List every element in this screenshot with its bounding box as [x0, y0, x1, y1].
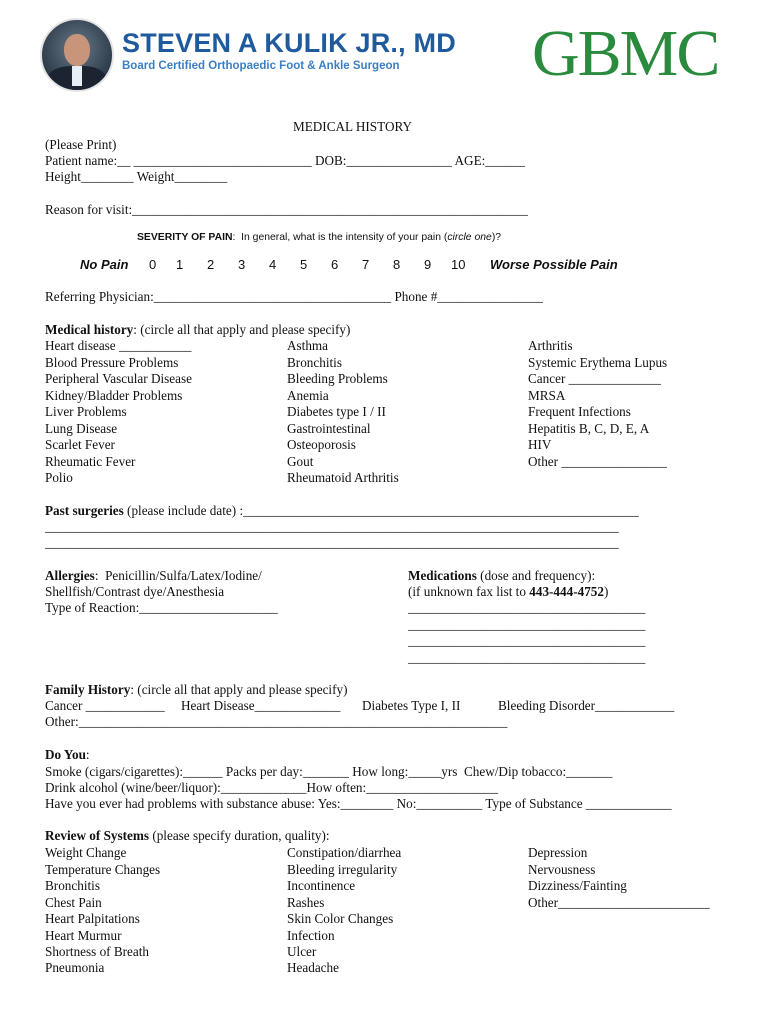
medications-instruction: (dose and frequency): — [476, 568, 596, 583]
condition-item[interactable]: Bronchitis — [287, 354, 342, 370]
ros-heading — [45, 828, 330, 844]
gbmc-logo: GBMC — [532, 17, 719, 90]
condition-item[interactable]: Cancer ______________ — [528, 371, 661, 386]
severity-circle-one: circle one — [447, 232, 492, 243]
past-surgeries-line[interactable] — [45, 503, 639, 519]
family-other-line[interactable]: Other:_________________________________________________________________ — [45, 714, 508, 729]
condition-item[interactable]: Systemic Erythema Lupus — [528, 354, 668, 370]
ros-item[interactable]: Infection — [287, 927, 335, 943]
past-surgeries-instruction: (please include date) :____________________________________________________________ — [123, 503, 639, 518]
medical-history-instruction: : (circle all that apply and please specify) — [133, 322, 351, 337]
condition-item[interactable]: Osteoporosis — [287, 437, 356, 452]
past-surgeries-title: Past surgeries — [45, 503, 124, 518]
doctor-name: STEVEN A KULIK JR., MD — [122, 28, 456, 58]
medications-blank[interactable]: ____________________________________ — [408, 616, 646, 632]
ros-item[interactable]: Other_______________________ — [528, 894, 710, 910]
family-bleeding-disorder[interactable]: Bleeding Disorder____________ — [498, 698, 675, 713]
ros-item[interactable]: Depression — [528, 845, 588, 860]
family-history-heading — [45, 682, 347, 698]
condition-item[interactable]: Gout — [287, 453, 314, 469]
ros-title: Review of Systems — [45, 828, 150, 843]
ros-item[interactable]: Ulcer — [287, 944, 317, 959]
allergies-options: : Penicillin/Sulfa/Latex/Iodine/ — [94, 568, 262, 583]
pain-option[interactable]: 6 — [331, 257, 339, 272]
ros-item[interactable]: Bleeding irregularity — [287, 861, 398, 877]
severity-label: SEVERITY OF PAIN — [137, 232, 233, 243]
pain-option[interactable]: 9 — [424, 257, 432, 272]
family-history-instruction: : (circle all that apply and please specify) — [130, 682, 348, 697]
condition-item[interactable]: Bleeding Problems — [287, 371, 388, 386]
ros-item[interactable]: Heart Murmur — [45, 927, 122, 943]
reason-line[interactable]: Reason for visit:____________________________________________________________ — [45, 202, 528, 217]
pain-option[interactable]: 2 — [207, 257, 215, 272]
ros-item[interactable]: Chest Pain — [45, 894, 102, 910]
condition-item[interactable]: Hepatitis B, C, D, E, A — [528, 420, 650, 436]
medications-fax-line — [408, 584, 608, 600]
ros-item[interactable]: Nervousness — [528, 861, 596, 877]
condition-item[interactable]: Gastrointestinal — [287, 420, 371, 436]
condition-item[interactable]: Blood Pressure Problems — [45, 354, 179, 370]
medications-blank[interactable]: ____________________________________ — [408, 633, 646, 648]
ros-item[interactable]: Incontinence — [287, 878, 356, 893]
pain-option[interactable]: 4 — [269, 257, 277, 272]
no-pain-label: No Pain — [80, 257, 129, 272]
pain-option[interactable]: 7 — [362, 257, 370, 272]
ros-item[interactable]: Weight Change — [45, 845, 127, 860]
family-cancer[interactable]: Cancer ____________ — [45, 698, 165, 713]
allergies-title: Allergies — [45, 568, 95, 583]
severity-question-a: : In general, what is the intensity of your pain ( — [232, 232, 448, 243]
fax-number: 443-444-4752 — [529, 584, 604, 599]
drink-line[interactable]: Drink alcohol (wine/beer/liquor):_____________How often:____________________ — [45, 780, 499, 795]
ros-item[interactable]: Headache — [287, 960, 339, 975]
pain-option[interactable]: 10 — [451, 257, 466, 272]
past-surgeries-blank[interactable]: _______________________________________________________________________________________ — [45, 519, 619, 534]
ros-item[interactable]: Skin Color Changes — [287, 911, 394, 926]
condition-item[interactable]: Peripheral Vascular Disease — [45, 371, 192, 386]
doctor-photo — [40, 18, 114, 92]
allergies-options-2: Shellfish/Contrast dye/Anesthesia — [45, 584, 225, 599]
do-you-colon: : — [85, 747, 90, 762]
condition-item[interactable]: Liver Problems — [45, 404, 127, 419]
medical-history-title: Medical history — [45, 322, 134, 337]
condition-item[interactable]: Rheumatoid Arthritis — [287, 470, 399, 485]
reaction-line[interactable]: Type of Reaction:_____________________ — [45, 600, 278, 615]
condition-item[interactable]: Diabetes type I / II — [287, 404, 386, 419]
ros-item[interactable]: Bronchitis — [45, 878, 100, 893]
condition-item[interactable]: Anemia — [287, 387, 329, 403]
condition-item[interactable]: Frequent Infections — [528, 404, 631, 419]
severity-question-b: )? — [491, 232, 502, 243]
condition-item[interactable]: Arthritis — [528, 338, 573, 353]
condition-item[interactable]: HIV — [528, 437, 552, 452]
pain-option[interactable]: 3 — [238, 257, 246, 272]
ros-item[interactable]: Heart Palpitations — [45, 911, 140, 926]
severity-question — [137, 230, 501, 246]
condition-item[interactable]: Other ________________ — [528, 453, 667, 469]
medications-blank[interactable]: ____________________________________ — [408, 600, 646, 615]
referring-physician-line[interactable]: Referring Physician:____________________________________ Phone #________________ — [45, 289, 543, 304]
condition-item[interactable]: Heart disease ___________ — [45, 338, 192, 353]
pain-option[interactable]: 0 — [149, 257, 157, 272]
patient-name-line[interactable]: Patient name:__ ___________________________ DOB:________________ AGE:______ — [45, 153, 525, 168]
family-heart-disease[interactable]: Heart Disease_____________ — [181, 698, 341, 713]
ros-item[interactable]: Temperature Changes — [45, 861, 161, 877]
pain-option[interactable]: 5 — [300, 257, 308, 272]
past-surgeries-blank[interactable]: _______________________________________________________________________________________ — [45, 535, 619, 550]
worst-pain-label: Worse Possible Pain — [490, 257, 618, 272]
doctor-title: Board Certified Orthopaedic Foot & Ankle Surgeon — [122, 60, 400, 72]
condition-item[interactable]: Lung Disease — [45, 420, 118, 436]
pain-option[interactable]: 8 — [393, 257, 401, 272]
ros-item[interactable]: Dizziness/Fainting — [528, 878, 627, 893]
do-you-title: Do You — [45, 747, 86, 762]
condition-item[interactable]: Asthma — [287, 338, 329, 353]
ros-item[interactable]: Rashes — [287, 894, 325, 910]
ros-item[interactable]: Pneumonia — [45, 960, 105, 975]
pain-option[interactable]: 1 — [176, 257, 184, 272]
ros-instruction: (please specify duration, quality): — [149, 828, 330, 843]
family-history-title: Family History — [45, 682, 131, 697]
do-you-heading — [45, 747, 90, 763]
substance-line[interactable]: Have you ever had problems with substance abuse: Yes:________ No:__________ Type of Substance _____________ — [45, 796, 672, 811]
medications-title: Medications — [408, 568, 477, 583]
fax-close: ) — [603, 584, 609, 599]
condition-item[interactable]: Kidney/Bladder Problems — [45, 387, 183, 403]
height-weight-line[interactable]: Height________ Weight________ — [45, 169, 228, 184]
condition-item[interactable]: Rheumatic Fever — [45, 453, 136, 469]
form-title: MEDICAL HISTORY — [293, 119, 413, 134]
ros-item[interactable]: Constipation/diarrhea — [287, 845, 402, 860]
medical-history-heading — [45, 322, 350, 338]
allergies-line — [45, 568, 262, 584]
condition-item[interactable]: Scarlet Fever — [45, 437, 115, 452]
please-print: (Please Print) — [45, 137, 117, 152]
condition-item[interactable]: MRSA — [528, 387, 566, 403]
medications-line — [408, 568, 595, 584]
smoke-line[interactable]: Smoke (cigars/cigarettes):______ Packs per day:_______ How long:_____yrs Chew/Dip tobacco:_______ — [45, 764, 613, 779]
medications-blank[interactable]: ____________________________________ — [408, 649, 646, 665]
condition-item[interactable]: Polio — [45, 470, 73, 485]
family-diabetes[interactable]: Diabetes Type I, II — [362, 698, 461, 713]
ros-item[interactable]: Shortness of Breath — [45, 944, 150, 959]
fax-text: (if unknown fax list to — [408, 584, 530, 599]
